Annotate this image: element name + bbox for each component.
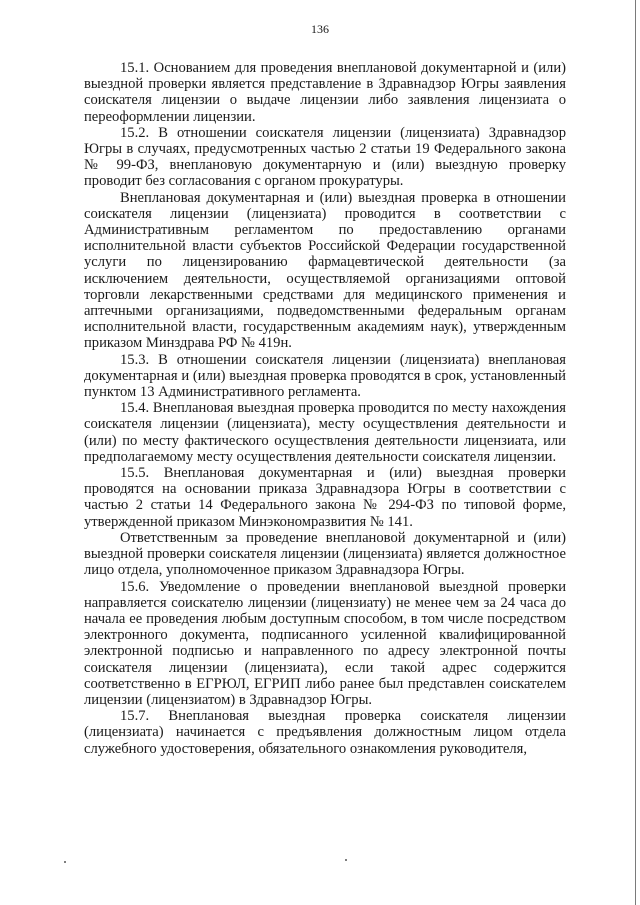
paragraph-15-5: 15.5. Внеплановая документарная и (или) выездная проверки проводятся на основании приказа Здравнадзора Югры в соответствии с частью 2 статьи 14 Федерального закона № 294-ФЗ по типовой форме, утвержденной приказом Минэкономразвития № 141. <box>84 465 566 530</box>
paragraph-15-3: 15.3. В отношении соискателя лицензии (лицензиата) внеплановая документарная и (или) выездная проверка проводятся в срок, установленный пунктом 13 Административного регламента. <box>84 351 566 401</box>
scan-dot <box>345 859 347 861</box>
paragraph-15-6: 15.6. Уведомление о проведении внеплановой выездной проверки направляется соискателю лицензии (лицензиату) не менее чем за 24 часа до начала ее проведения любым доступным способом, в том числе посредством электронного документа, подписанного усиленной квалифицированной электронной подписью и направленного по адресу электронной почты соискателя лицензии (лицензиата), если такой адрес содержится соответственно в ЕГРЮЛ, ЕГРИП либо ранее был представлен соискателем лицензии (лицензиатом) в Здравнадзор Югры. <box>84 578 566 708</box>
paragraph-15-4: 15.4. Внеплановая выездная проверка проводится по месту нахождения соискателя лицензии (лицензиата), месту осуществления деятельности и (или) по месту фактического осуществления деятельности лицензиата, или предполагаемому месту осуществления деятельности соискателя лицензии. <box>84 400 566 465</box>
document-body <box>84 60 566 757</box>
paragraph-15-7: 15.7. Внеплановая выездная проверка соискателя лицензии (лицензиата) начинается с предъявления должностным лицом отдела служебного удостоверения, обязательного ознакомления руководителя, <box>84 708 566 757</box>
paragraph-unscheduled-inspection: Внеплановая документарная и (или) выездная проверка в отношении соискателя лицензии (лицензиата) проводится в соответствии с Административным регламентом по предоставлению органами исполнительной власти субъектов Российской Федерации государственной услуги по лицензированию фармацевтической деятельности (за исключением деятельности, осуществляемой организациями оптовой торговли лекарственными средствами для медицинского применения и аптечными организациями, подведомственными федеральным органам исполнительной власти, государственным академиям наук), утвержденным приказом Минздрава РФ № 419н. <box>84 189 566 352</box>
paragraph-15-2: 15.2. В отношении соискателя лицензии (лицензиата) Здравнадзор Югры в случаях, предусмотренных частью 2 статьи 19 Федерального закона № 99-ФЗ, внеплановую документарную и (или) выездную проверку проводит без согласования с органом прокуратуры. <box>84 124 566 190</box>
page-number: 136 <box>311 22 329 36</box>
scan-edge-line <box>635 0 636 905</box>
scan-dot <box>64 861 66 863</box>
paragraph-15-1: 15.1. Основанием для проведения внеплановой документарной и (или) выездной проверки является представление в Здравнадзор Югры заявления соискателя лицензии о выдаче лицензии либо заявления лицензиата о переоформлении лицензии. <box>84 60 566 125</box>
paragraph-responsible-official: Ответственным за проведение внеплановой документарной и (или) выездной проверки соискателя лицензии (лицензиата) является должностное лицо отдела, уполномоченное приказом Здравнадзора Югры. <box>84 529 566 579</box>
